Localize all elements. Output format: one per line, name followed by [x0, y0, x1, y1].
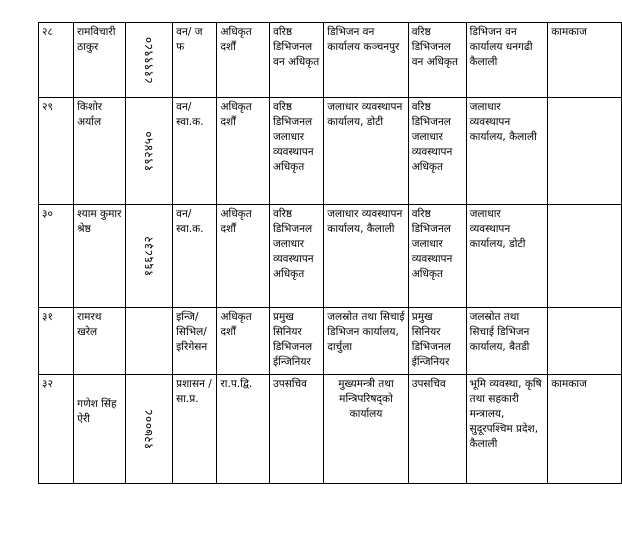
new-office: डिभिजन वन कार्यालय धनगढी कैलाली	[466, 23, 548, 98]
new-post: वरिष्ठ डिभिजनल वन अधिकृत	[408, 23, 466, 98]
remarks	[548, 205, 622, 308]
new-office: जलाधार व्यवस्थापन कार्यालय, डोटी	[466, 205, 548, 308]
serial-number: ३०	[39, 205, 74, 308]
employee-id-cell	[126, 375, 173, 484]
previous-post: वरिष्ठ डिभिजनल जलाधार व्यवस्थापन अधिकृत	[269, 98, 323, 205]
employee-id-cell	[126, 98, 173, 205]
serial-number: २८	[39, 23, 74, 98]
table-row	[39, 98, 622, 205]
table-row	[39, 205, 622, 308]
service-group: वन/ ज फ	[173, 23, 217, 98]
remarks: कामकाज	[548, 375, 622, 484]
remarks: कामकाज	[548, 23, 622, 98]
previous-office: जलाधार व्यवस्थापन कार्यालय, कैलाली	[324, 205, 408, 308]
table-row	[39, 23, 622, 98]
employee-name: श्याम कुमार श्रेष्ठ	[74, 205, 126, 308]
new-office: जलस्रोत तथा सिचाई डिभिजन कार्यालय, बैतडी	[466, 308, 548, 375]
position-level: रा.प.द्वि.	[217, 375, 270, 484]
employee-name: रामविचारी ठाकुर	[74, 23, 126, 98]
employee-name-text: गणेश सिंह ऐरी	[77, 398, 117, 425]
serial-number: ३२	[39, 375, 74, 484]
new-office: जलाधार व्यवस्थापन कार्यालय, कैलाली	[466, 98, 548, 205]
position-level: अधिकृत दर्शौं	[217, 98, 270, 205]
new-post: प्रमुख सिनियर डिभिजनल ईन्जिनियर	[408, 308, 466, 375]
serial-number: ३१	[39, 308, 74, 375]
employee-id-cell	[126, 308, 173, 375]
new-post: उपसचिव	[408, 375, 466, 484]
employee-name: रामरथ खरेल	[74, 308, 126, 375]
employee-name	[74, 375, 126, 484]
remarks	[548, 98, 622, 205]
position-level: अधिकृत दर्शौं	[217, 308, 270, 375]
position-level: अधिकृत दर्शौं	[217, 205, 270, 308]
service-group: प्रशासन / सा.प्र.	[173, 375, 217, 484]
employee-id-cell	[126, 23, 173, 98]
previous-post: उपसचिव	[269, 375, 323, 484]
table-row	[39, 375, 622, 484]
new-office: भूमि व्यवस्था, कृषि तथा सहकारी मन्त्रालय, सुदूरपश्चिम प्रदेश, कैलाली	[466, 375, 548, 484]
serial-number: २९	[39, 98, 74, 205]
employee-id: १२७००८	[141, 408, 156, 450]
service-group: वन/ स्वा.क.	[173, 205, 217, 308]
remarks	[548, 308, 622, 375]
previous-office: जलस्रोत तथा सिचाई डिभिजन कार्यालय, दार्चुला	[324, 308, 408, 375]
previous-post: प्रमुख सिनियर डिभिजनल ईन्जिनियर	[269, 308, 323, 375]
employee-id: १६६८३२	[141, 235, 156, 277]
transfer-table	[38, 22, 622, 484]
employee-name: किशोर अर्याल	[74, 98, 126, 205]
previous-post: वरिष्ठ डिभिजनल वन अधिकृत	[269, 23, 323, 98]
service-group: इन्जि/ सिभिल/ इरिगेसन	[173, 308, 217, 375]
previous-office: मुख्यमन्त्री तथा मन्त्रिपरिषद्को कार्यालय	[324, 375, 408, 484]
new-post: वरिष्ठ डिभिजनल जलाधार व्यवस्थापन अधिकृत	[408, 205, 466, 308]
previous-office: डिभिजन वन कार्यालय कञ्चनपुर	[324, 23, 408, 98]
service-group: वन/ स्वा.क.	[173, 98, 217, 205]
employee-id: १९२४५०	[141, 130, 156, 172]
previous-post: वरिष्ठ डिभिजनल जलाधार व्यवस्थापन अधिकृत	[269, 205, 323, 308]
new-post: वरिष्ठ डिभिजनल जलाधार व्यवस्थापन अधिकृत	[408, 98, 466, 205]
employee-id-cell	[126, 205, 173, 308]
table-row	[39, 308, 622, 375]
position-level: अधिकृत दर्शौं	[217, 23, 270, 98]
employee-id: ८१९९९८०	[141, 36, 156, 84]
previous-office: जलाधार व्यवस्थापन कार्यालय, डोटी	[324, 98, 408, 205]
